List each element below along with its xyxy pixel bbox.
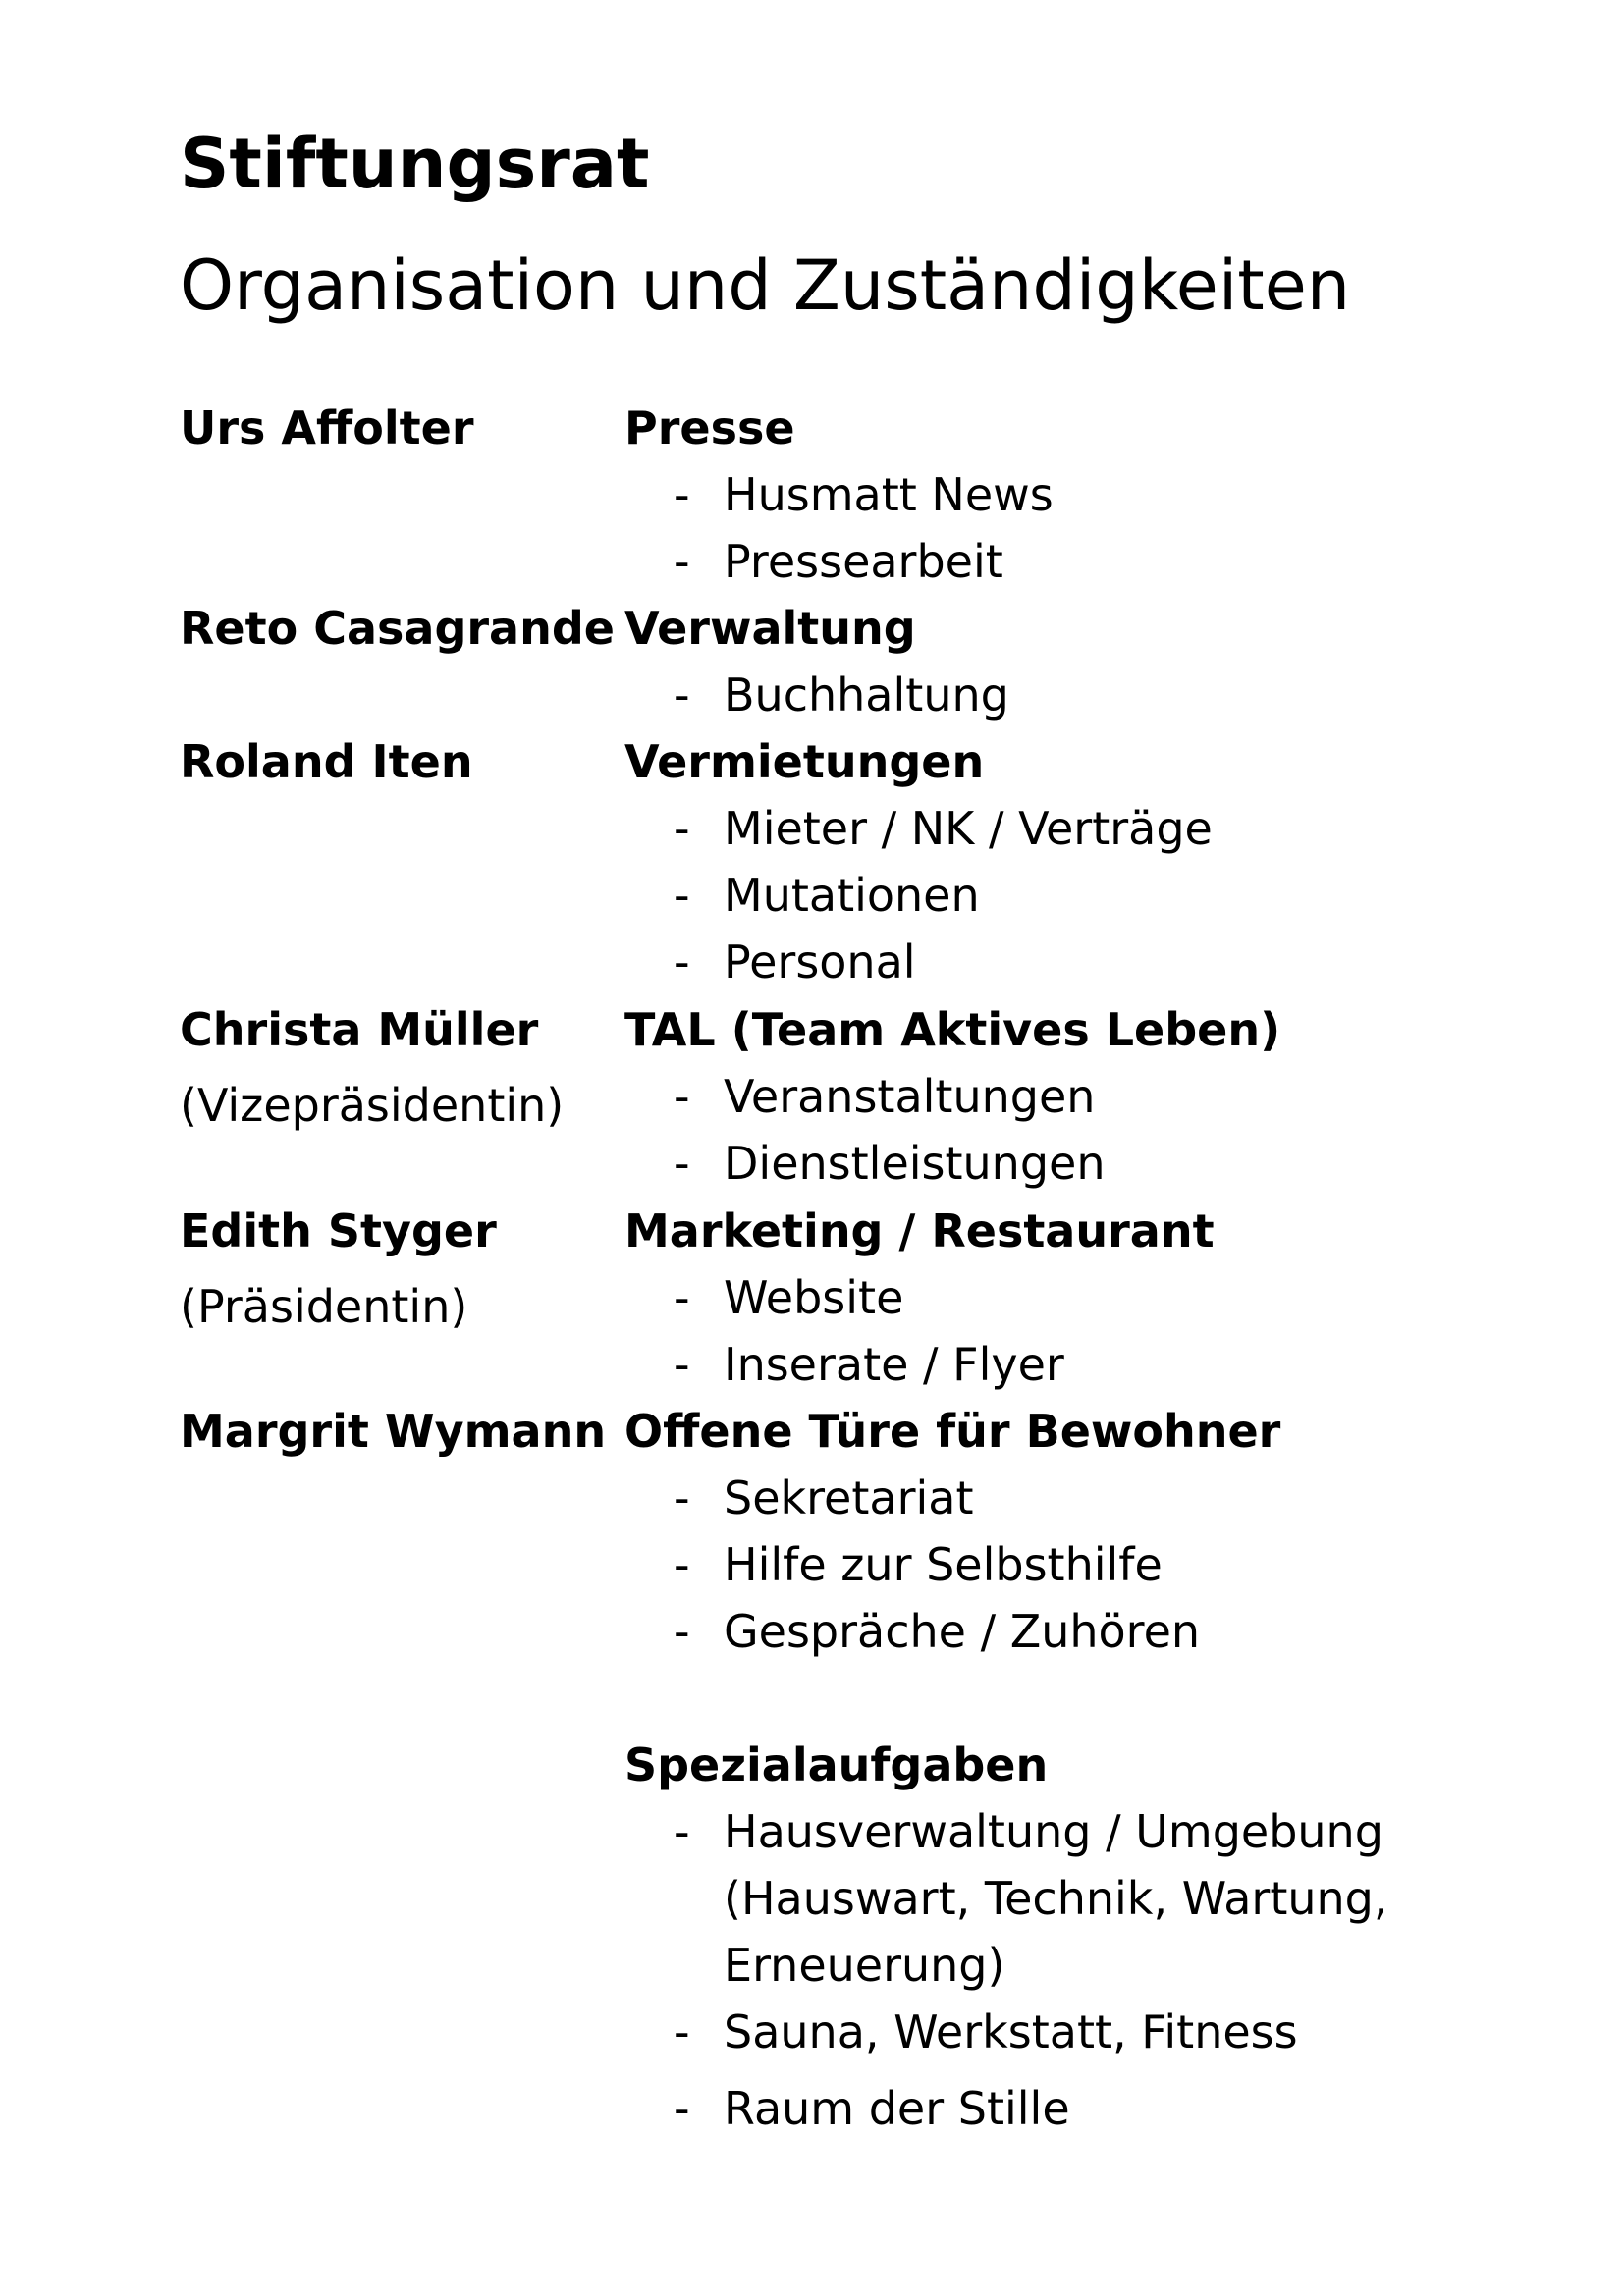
list-item bbox=[0, 929, 1624, 995]
bullet: - bbox=[674, 668, 690, 721]
area-title: TAL (Team Aktives Leben) bbox=[624, 1003, 1281, 1056]
member-role: (Präsidentin) bbox=[180, 1280, 468, 1333]
bullet: - bbox=[674, 1605, 690, 1658]
task-text: Gespräche / Zuhören bbox=[724, 1605, 1201, 1658]
area-title: Vermietungen bbox=[624, 735, 985, 788]
task-list bbox=[0, 1063, 1624, 1197]
bullet: - bbox=[674, 2005, 690, 2058]
task-text: Buchhaltung bbox=[724, 668, 1009, 721]
list-item bbox=[0, 1130, 1624, 1197]
task-text: Hausverwaltung / Umgebung bbox=[724, 1805, 1383, 1858]
member-name: Edith Styger bbox=[180, 1204, 497, 1257]
member-role: (Vizepräsidentin) bbox=[180, 1079, 565, 1132]
bullet: - bbox=[674, 1070, 690, 1123]
area-title: Verwaltung bbox=[624, 602, 916, 655]
bullet: - bbox=[674, 1538, 690, 1591]
task-list bbox=[0, 1465, 1624, 1665]
task-text-continued: Erneuerung) bbox=[724, 1939, 1005, 1992]
bullet: - bbox=[674, 468, 690, 521]
task-text: Website bbox=[724, 1271, 904, 1324]
bullet: - bbox=[674, 935, 690, 988]
task-text: Pressearbeit bbox=[724, 535, 1003, 588]
task-text: Sauna, Werkstatt, Fitness bbox=[724, 2005, 1298, 2058]
list-item bbox=[0, 1531, 1624, 1598]
bullet: - bbox=[674, 2082, 690, 2135]
area-title: Presse bbox=[624, 401, 795, 454]
member-name: Roland Iten bbox=[180, 735, 473, 788]
list-item bbox=[0, 1331, 1624, 1398]
page-subtitle: Organisation und Zuständigkeiten bbox=[180, 245, 1351, 326]
list-item bbox=[0, 1798, 1624, 1999]
bullet: - bbox=[674, 802, 690, 855]
task-list bbox=[0, 1798, 1624, 2142]
task-text: Hilfe zur Selbsthilfe bbox=[724, 1538, 1163, 1591]
task-text: Husmatt News bbox=[724, 468, 1054, 521]
task-text: Dienstleistungen bbox=[724, 1137, 1106, 1190]
list-item bbox=[0, 1598, 1624, 1665]
task-text: Mieter / NK / Verträge bbox=[724, 802, 1213, 855]
member-name: Urs Affolter bbox=[180, 401, 474, 454]
list-item bbox=[0, 662, 1624, 728]
task-text-continued: (Hauswart, Technik, Wartung, bbox=[724, 1872, 1388, 1925]
task-text: Veranstaltungen bbox=[724, 1070, 1096, 1123]
list-item bbox=[0, 2075, 1624, 2142]
bullet: - bbox=[674, 535, 690, 588]
task-list bbox=[0, 662, 1624, 728]
list-item bbox=[0, 528, 1624, 595]
member-name: Christa Müller bbox=[180, 1003, 539, 1056]
list-item bbox=[0, 1264, 1624, 1331]
task-text: Mutationen bbox=[724, 869, 980, 922]
list-item bbox=[0, 1063, 1624, 1130]
area-title: Spezialaufgaben bbox=[624, 1738, 1049, 1791]
task-list bbox=[0, 1264, 1624, 1398]
member-name: Reto Casagrande bbox=[180, 602, 615, 655]
member-name: Margrit Wymann bbox=[180, 1405, 607, 1458]
bullet: - bbox=[674, 1137, 690, 1190]
task-text: Personal bbox=[724, 935, 916, 988]
area-title: Offene Türe für Bewohner bbox=[624, 1405, 1281, 1458]
task-list bbox=[0, 795, 1624, 995]
bullet: - bbox=[674, 1338, 690, 1391]
list-item bbox=[0, 461, 1624, 528]
page-title: Stiftungsrat bbox=[180, 124, 650, 204]
task-text: Inserate / Flyer bbox=[724, 1338, 1064, 1391]
bullet: - bbox=[674, 1471, 690, 1524]
list-item bbox=[0, 862, 1624, 929]
task-list bbox=[0, 461, 1624, 595]
bullet: - bbox=[674, 869, 690, 922]
bullet: - bbox=[674, 1271, 690, 1324]
list-item bbox=[0, 1999, 1624, 2075]
area-title: Marketing / Restaurant bbox=[624, 1204, 1215, 1257]
task-text: Raum der Stille bbox=[724, 2082, 1070, 2135]
list-item bbox=[0, 795, 1624, 862]
list-item bbox=[0, 1465, 1624, 1531]
task-text: Sekretariat bbox=[724, 1471, 974, 1524]
bullet: - bbox=[674, 1805, 690, 1858]
